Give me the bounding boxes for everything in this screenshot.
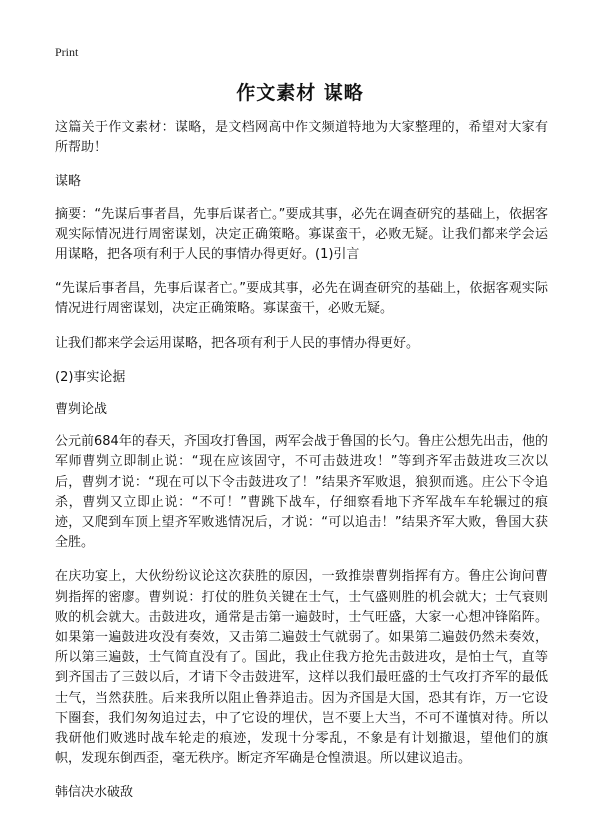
section-heading-strategy: 谋略 bbox=[55, 174, 82, 190]
print-link[interactable]: Print bbox=[55, 45, 79, 59]
article-body bbox=[55, 118, 548, 818]
story-heading-hanxin: 韩信决水破敌 bbox=[55, 785, 134, 801]
section-heading-evidence: (2)事实论据 bbox=[55, 369, 126, 385]
quote-paragraph: “先谋后事者昌，先事后谋者亡。”要成其事，必先在调查研究的基础上，依据客观实际情况进行周密谋划，决定正确策略。寡谋蛮干，必败无疑。 bbox=[55, 281, 548, 317]
call-to-action-paragraph: 让我们都来学会运用谋略，把各项有利于人民的事情办得更好。 bbox=[55, 335, 420, 351]
story-paragraph-2: 在庆功宴上，大伙纷纷议论这次获胜的原因，一致推崇曹刿指挥有方。鲁庄公询问曹刿指挥的密廖。曹刿说：打仗的胜负关键在士气，士气盛则胜的机会就大；士气衰则败的机会就大。击鼓进攻，通常是击第一遍鼓时，士气旺盛，大家一心想冲锋陷阵。如果第一遍鼓进攻没有奏效，又击第二遍鼓士气就弱了。如果第二遍鼓仍然未奏效，所以第三遍鼓，士气简直没有了。国此，我止住我方抢先击鼓进攻，是怕士气，直等到齐国击了三鼓以后，才请下令击鼓进军，这样以我们最旺盛的士气攻打齐军的最低士气，当然获胜。后来我所以阻止鲁莽追击。因为齐国是大国，恐其有诈，万一它设下圈套，我们匆匆追过去，中了它设的埋伏，岂不要上大当，不可不谨慎对待。所以我研他们败逃时战车轮走的痕迹，发现十分零乱，不象是有计划撤退，望他们的旗帜，发现东倒西歪，毫无秩序。断定齐军确是仓惶溃退。所以建议追击。 bbox=[55, 569, 548, 767]
abstract-paragraph: 摘要：“先谋后事者昌，先事后谋者亡。”要成其事，必先在调查研究的基础上，依据客观实际情况进行周密谋划，决定正确策略。寡谋蛮干，必败无疑。让我们都来学会运用谋略，把各项有利于人民的事情办得更好。(1)引言 bbox=[55, 206, 548, 263]
story-paragraph-1: 公元前684年的春天，齐国攻打鲁国，两军会战于鲁国的长勺。鲁庄公想先出击，他的军师曹刿立即制止说：“现在应该固守，不可击鼓进攻！”等到齐军击鼓进攻三次以后，曹刿才说：“现在可以下令击鼓进攻了！”结果齐军败退，狼狈而逃。庄公下令追杀，曹刿又立即止说：“不可！”曹跳下战车，仔细察看地下齐军战车车轮辗过的痕迹，又爬到车顶上望齐军败逃情况后，才说：“可以追击！”结果齐军大败，鲁国大获全胜。 bbox=[55, 434, 548, 551]
intro-paragraph: 这篇关于作文素材：谋略，是文档网高中作文频道特地为大家整理的，希望对大家有所帮助！ bbox=[55, 120, 548, 156]
story-heading-caogui: 曹刿论战 bbox=[55, 402, 108, 418]
page-title: 作文素材 谋略 bbox=[236, 82, 364, 104]
